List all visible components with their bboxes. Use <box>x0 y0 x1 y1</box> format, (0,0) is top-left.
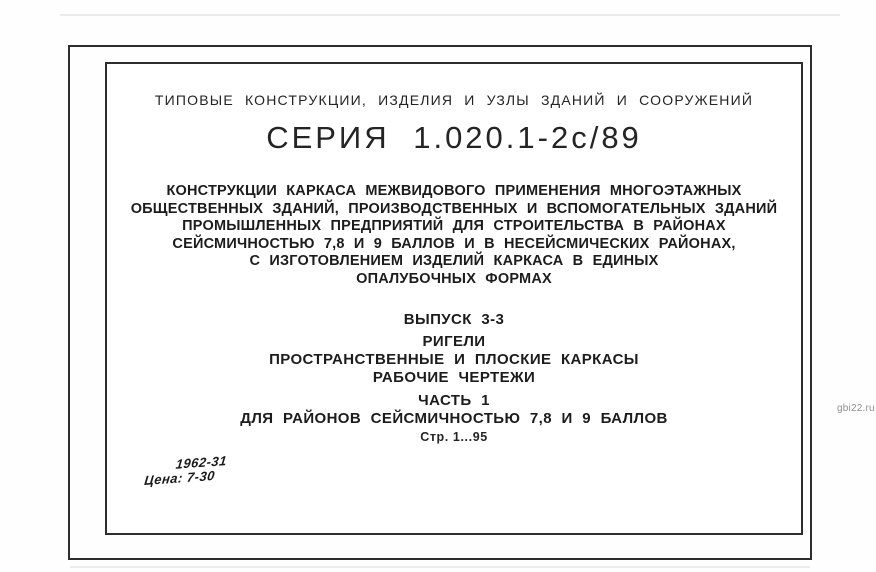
inner-border-frame <box>105 62 803 535</box>
description-line: ПРОМЫШЛЕННЫХ ПРЕДПРИЯТИЙ ДЛЯ СТРОИТЕЛЬСТВА В РАЙОНАХ <box>182 218 726 234</box>
site-watermark: gbi22.ru <box>837 403 875 414</box>
part-number: ЧАСТЬ 1 <box>418 392 490 409</box>
description-line: ОБЩЕСТВЕННЫХ ЗДАНИЙ, ПРОИЗВОДСТВЕННЫХ И ВСПОМОГАТЕЛЬНЫХ ЗДАНИЙ <box>130 200 778 217</box>
series-title: СЕРИЯ 1.020.1-2с/89 <box>266 120 642 155</box>
issue-drawing-type: РАБОЧИЕ ЧЕРТЕЖИ <box>372 369 536 386</box>
description-line: СЕЙСМИЧНОСТЬЮ 7,8 И 9 БАЛЛОВ И В НЕСЕЙСМИЧЕСКИХ РАЙОНАХ, <box>172 235 736 252</box>
description-line: С ИЗГОТОВЛЕНИЕМ ИЗДЕЛИЙ КАРКАСА В ЕДИНЫХ <box>249 253 659 269</box>
part-block <box>107 392 801 428</box>
pages-note: Стр. 1...95 <box>420 430 488 444</box>
description-block <box>107 183 801 288</box>
issue-block <box>107 311 801 387</box>
scan-artifact-top <box>60 14 840 16</box>
issue-number: ВЫПУСК 3-3 <box>403 311 505 328</box>
document-header: ТИПОВЫЕ КОНСТРУКЦИИ, ИЗДЕЛИЯ И УЗЛЫ ЗДАНИЙ И СООРУЖЕНИЙ <box>154 92 754 108</box>
handwritten-note <box>144 454 228 488</box>
scan-artifact-bottom <box>70 566 810 568</box>
handwritten-code: 1962-31 <box>175 453 228 472</box>
description-line: КОНСТРУКЦИИ КАРКАСА МЕЖВИДОВОГО ПРИМЕНЕНИЯ МНОГОЭТАЖНЫХ <box>166 183 742 199</box>
description-line: ОПАЛУБОЧНЫХ ФОРМАХ <box>356 270 552 287</box>
part-scope: ДЛЯ РАЙОНОВ СЕЙСМИЧНОСТЬЮ 7,8 И 9 БАЛЛОВ <box>240 410 668 427</box>
issue-subject: РИГЕЛИ <box>422 333 486 350</box>
handwritten-price: Цена: 7-30 <box>143 467 216 488</box>
issue-subject-detail: ПРОСТРАНСТВЕННЫЕ И ПЛОСКИЕ КАРКАСЫ <box>269 351 639 368</box>
